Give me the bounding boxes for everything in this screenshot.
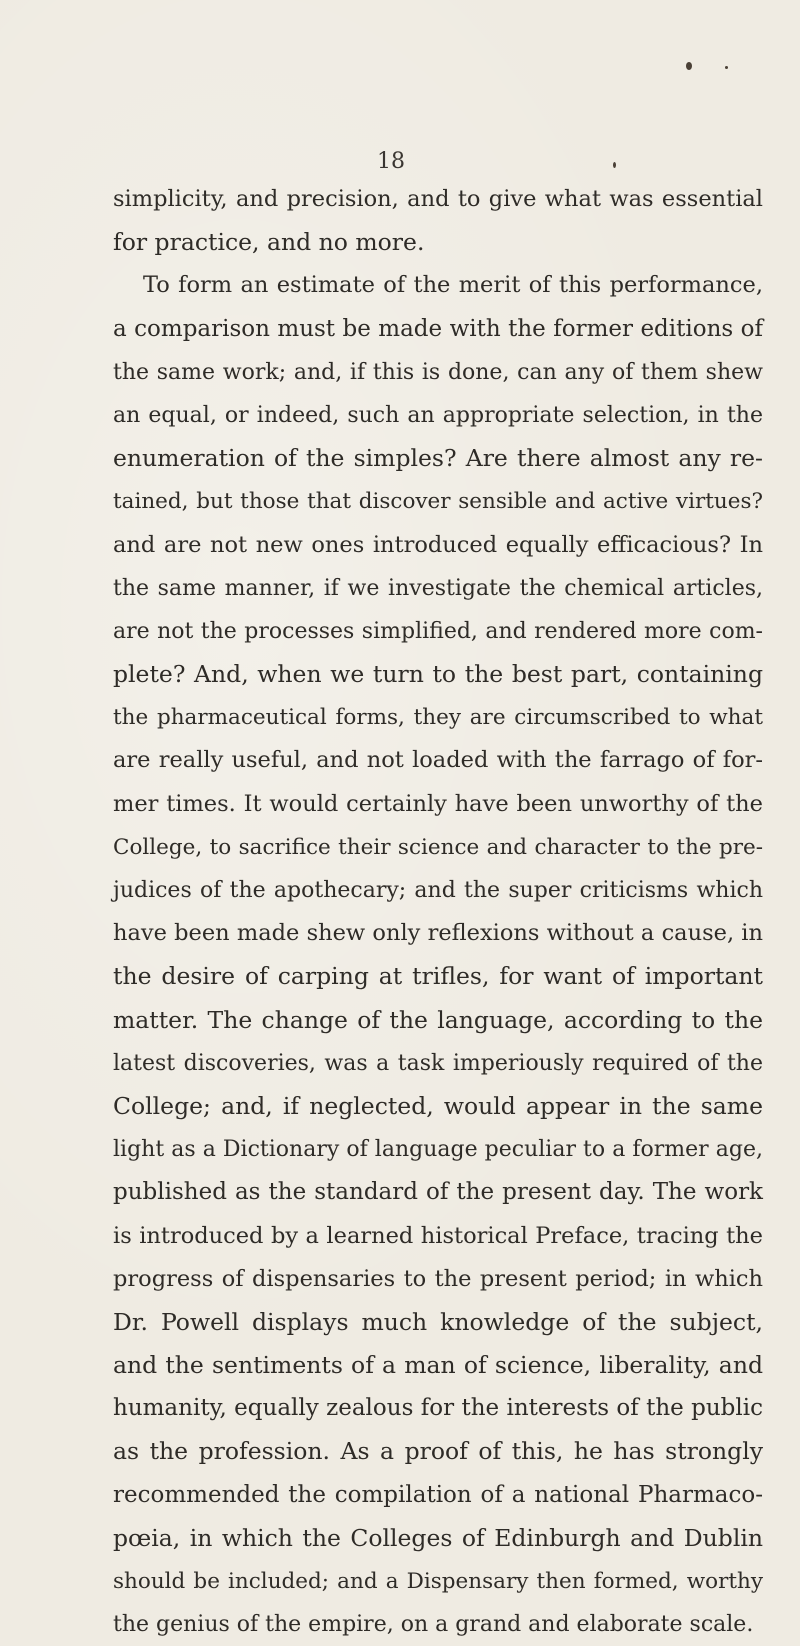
text-line: as the profession. As a proof of this, he has strongly [113,1437,763,1466]
text-line: a comparison must be made with the former editions of [113,315,763,342]
text-line: judices of the apothecary; and the super criticisms which [113,878,763,903]
text-line: tained, but those that discover sensible and active virtues? [113,489,763,515]
text-line: have been made shew only reflexions without a cause, in [113,920,763,947]
text-line: should be included; and a Dispensary then formed, worthy [113,1569,763,1594]
text-line: is introduced by a learned historical Preface, tracing the [113,1222,763,1249]
text-line: the desire of carping at trifles, for want of important [113,962,763,991]
text-line: College; and, if neglected, would appear in the same [113,1091,763,1120]
text-line: and are not new ones introduced equally efficacious? In [113,531,763,558]
text-line: the same work; and, if this is done, can any of them shew [113,359,763,385]
page-number: 18 [377,149,405,174]
text-line: plete? And, when we turn to the best part, containing [113,660,763,689]
ink-speck [686,62,692,70]
ink-speck [725,66,728,69]
text-line: for practice, and no more. [113,228,425,257]
body-text [113,178,763,1646]
text-line: Dr. Powell displays much knowledge of the subject, [113,1307,763,1336]
text-line: To form an estimate of the merit of this performance, [143,272,763,299]
text-line: humanity, equally zealous for the interests of the public [113,1395,763,1422]
text-line: the pharmaceutical forms, they are circumscribed to what [113,705,763,731]
text-line: pœia, in which the Colleges of Edinburgh and Dublin [113,1523,763,1552]
text-line: light as a Dictionary of language peculiar to a former age, [113,1137,763,1163]
text-line: mer times. It would certainly have been unworthy of the [113,790,763,817]
text-line: published as the standard of the present day. The work [113,1179,763,1206]
text-line: enumeration of the simples? Are there almost any re- [113,444,763,473]
text-line: College, to sacrifice their science and character to the pre- [113,834,763,860]
text-line: the genius of the empire, on a grand and elaborate scale. [113,1612,754,1638]
text-line: and the sentiments of a man of science, liberality, and [113,1351,763,1380]
text-line: simplicity, and precision, and to give what was essential [113,186,763,212]
text-line: recommended the compilation of a national Pharmaco- [113,1481,763,1508]
text-line: matter. The change of the language, according to the [113,1005,763,1034]
text-line: are not the processes simplified, and rendered more com- [113,618,763,644]
text-line: progress of dispensaries to the present period; in which [113,1265,763,1292]
ink-speck [613,162,616,168]
text-line: are really useful, and not loaded with the farrago of for- [113,747,763,774]
text-line: latest discoveries, was a task imperiously required of the [113,1050,763,1076]
text-line: the same manner, if we investigate the chemical articles, [113,575,763,601]
text-line: an equal, or indeed, such an appropriate selection, in the [113,402,763,428]
